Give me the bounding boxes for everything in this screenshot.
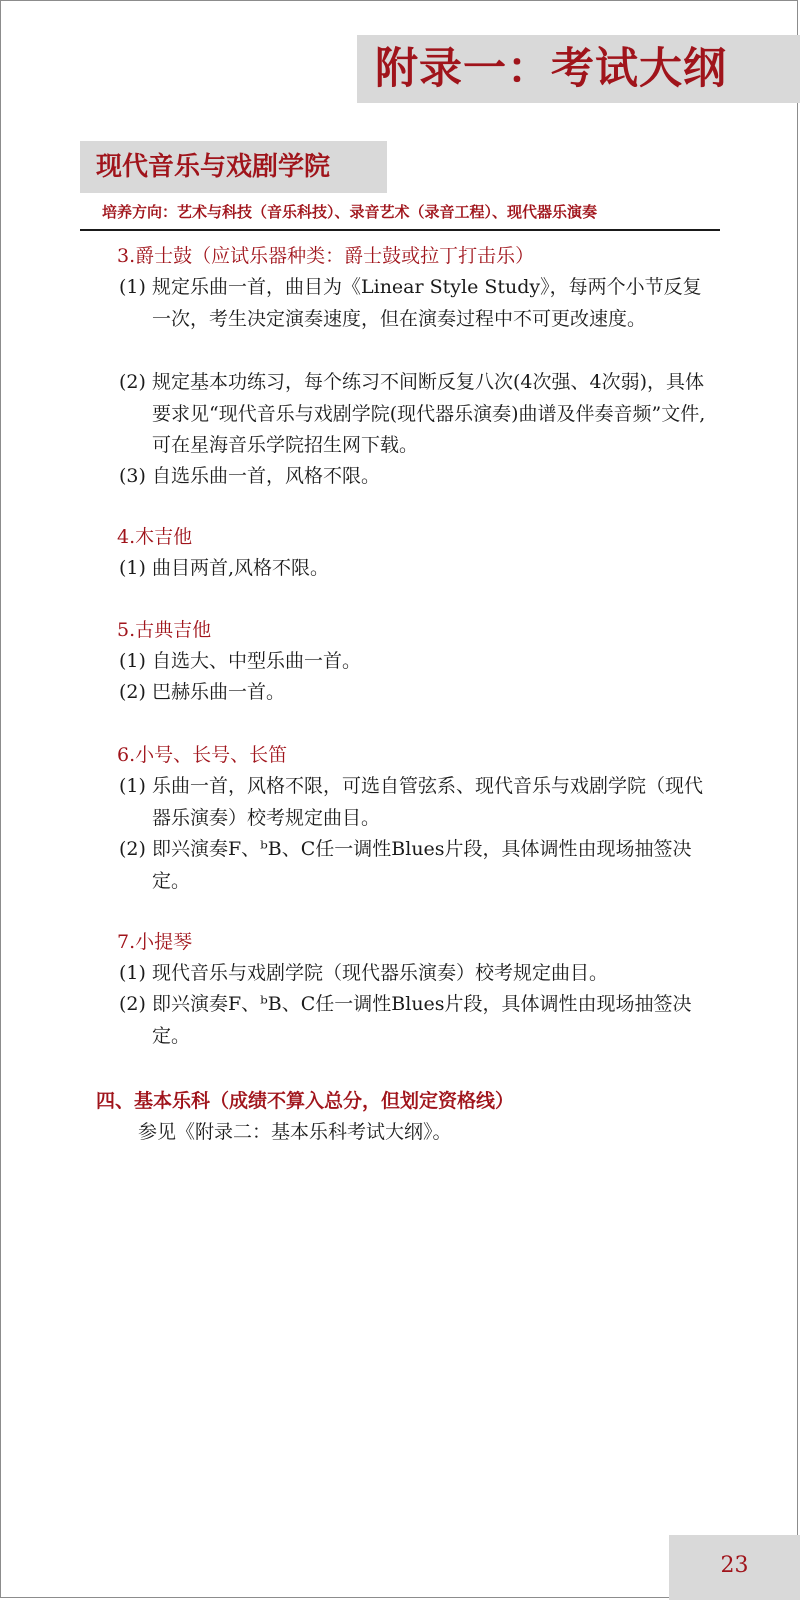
item-number: (3) (119, 465, 146, 487)
item-number: (2) (119, 838, 146, 860)
list-item (119, 677, 709, 709)
item-text: 巴赫乐曲一首。 (152, 681, 286, 703)
section-heading-brass-flute: 6.小号、长号、长笛 (117, 744, 288, 766)
item-text: 即兴演奏F、ᵇB、C任一调性Blues片段，具体调性由现场抽签决定。 (152, 993, 692, 1047)
list-item (119, 771, 709, 834)
list-item (119, 958, 709, 990)
list-item (119, 272, 709, 335)
page-title: 附录一：考试大纲 (375, 44, 727, 94)
list-item (119, 989, 709, 1052)
item-text: 乐曲一首，风格不限，可选自管弦系、现代音乐与戏剧学院（现代器乐演奏）校考规定曲目。 (152, 775, 704, 829)
item-number: (1) (119, 557, 146, 579)
section-heading-violin: 7.小提琴 (117, 931, 193, 953)
list-item (119, 553, 709, 585)
item-text: 规定乐曲一首，曲目为《Linear Style Study》，每两个小节反复一次，考生决定演奏速度，但在演奏过程中不可更改速度。 (152, 276, 702, 330)
item-text: 自选乐曲一首，风格不限。 (152, 465, 381, 487)
part4-heading: 四、基本乐科（成绩不算入总分，但划定资格线） (96, 1090, 515, 1112)
school-label-box (80, 141, 387, 193)
item-text: 曲目两首,风格不限。 (152, 557, 330, 579)
list-item (119, 834, 709, 897)
item-number: (1) (119, 276, 146, 298)
page-number: 23 (720, 1553, 749, 1578)
header-banner (357, 35, 800, 103)
section-heading-jazz-drums: 3.爵士鼓（应试乐器种类：爵士鼓或拉丁打击乐） (117, 245, 535, 267)
training-direction: 培养方向：艺术与科技（音乐科技）、录音艺术（录音工程）、现代器乐演奏 (102, 203, 598, 221)
divider-rule (80, 229, 720, 231)
school-name: 现代音乐与戏剧学院 (96, 152, 331, 182)
page-number-box (669, 1535, 800, 1600)
item-number: (2) (119, 993, 146, 1015)
list-item (119, 461, 709, 493)
section-heading-acoustic-guitar: 4.木吉他 (117, 526, 193, 548)
item-text: 自选大、中型乐曲一首。 (152, 650, 362, 672)
list-item (119, 646, 709, 678)
section-heading-classical-guitar: 5.古典吉他 (117, 619, 212, 641)
item-number: (2) (119, 681, 146, 703)
list-item (119, 367, 709, 462)
item-text: 现代音乐与戏剧学院（现代器乐演奏）校考规定曲目。 (152, 962, 609, 984)
item-number: (1) (119, 962, 146, 984)
item-text: 规定基本功练习，每个练习不间断反复八次(4次强、4次弱)，具体要求见“现代音乐与戏剧学院(现代器乐演奏)曲谱及伴奏音频”文件,可在星海音乐学院招生网下载。 (152, 371, 706, 456)
item-text: 即兴演奏F、ᵇB、C任一调性Blues片段，具体调性由现场抽签决定。 (152, 838, 692, 892)
item-number: (2) (119, 371, 146, 393)
item-number: (1) (119, 650, 146, 672)
item-number: (1) (119, 775, 146, 797)
part4-note: 参见《附录二：基本乐科考试大纲》。 (138, 1121, 452, 1143)
